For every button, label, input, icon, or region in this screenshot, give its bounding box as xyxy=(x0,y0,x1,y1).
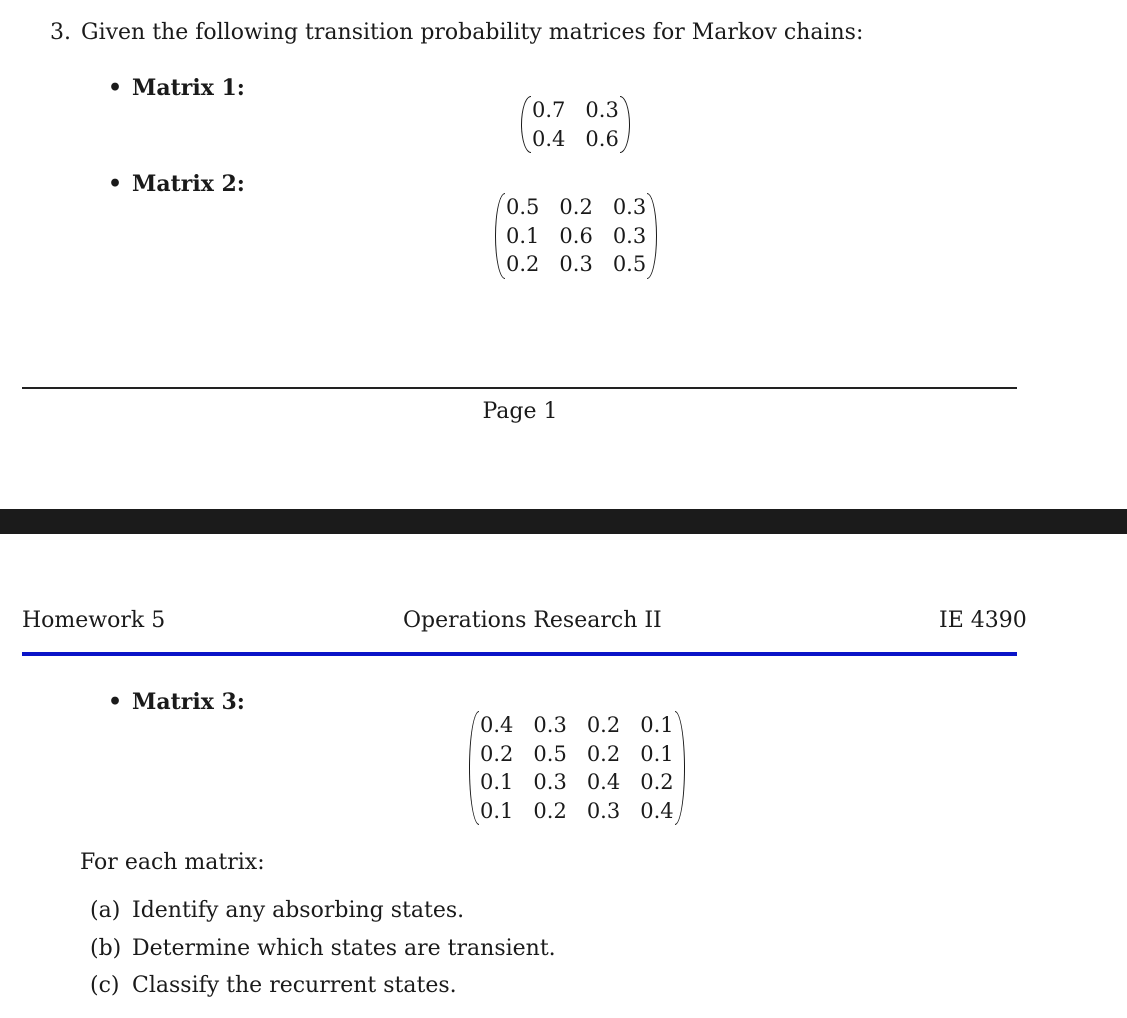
question-3 xyxy=(50,20,863,45)
matrix-grid xyxy=(505,193,647,279)
matrix-cell: 0.3 xyxy=(612,195,647,219)
matrix-grid xyxy=(531,96,620,153)
matrix-1 xyxy=(521,96,630,153)
matrix-cell: 0.3 xyxy=(533,770,567,794)
matrix-cell: 0.2 xyxy=(586,713,621,737)
matrix-cell: 0.7 xyxy=(532,98,566,122)
matrix-cell: 0.6 xyxy=(559,223,593,248)
right-paren xyxy=(647,193,657,279)
matrix-cell: 0.2 xyxy=(640,770,674,794)
page-break xyxy=(0,509,1127,534)
matrix-cell: 0.4 xyxy=(480,713,514,737)
matrix-1-label: Matrix 1: xyxy=(132,75,245,101)
matrix-cell: 0.2 xyxy=(586,741,621,766)
matrix-cell: 0.4 xyxy=(640,798,674,823)
matrix-cell: 0.1 xyxy=(640,713,674,737)
instructions-intro: For each matrix: xyxy=(80,850,265,875)
task-c-label: (c) xyxy=(90,973,120,998)
task-a-text: Identify any absorbing states. xyxy=(132,898,465,923)
matrix-cell: 0.4 xyxy=(586,770,621,794)
matrix-3-label: Matrix 3: xyxy=(132,689,245,715)
task-a-label: (a) xyxy=(90,898,121,923)
matrix-cell: 0.3 xyxy=(612,223,647,248)
matrix-1-item xyxy=(108,75,245,101)
matrix-cell: 0.2 xyxy=(559,195,593,219)
footer-rule xyxy=(22,387,1017,389)
matrix-2 xyxy=(495,193,657,279)
matrix-cell: 0.4 xyxy=(532,126,566,151)
matrix-cell: 0.1 xyxy=(640,741,674,766)
matrix-cell: 0.3 xyxy=(559,252,593,276)
task-c-text: Classify the recurrent states. xyxy=(132,973,457,998)
matrix-cell: 0.2 xyxy=(533,798,567,823)
left-paren xyxy=(469,711,479,825)
matrix-3-item xyxy=(108,689,245,715)
right-paren xyxy=(620,96,630,153)
matrix-cell: 0.1 xyxy=(506,223,540,248)
right-paren xyxy=(675,711,685,825)
task-b-label: (b) xyxy=(90,936,122,961)
question-number: 3. xyxy=(50,20,71,45)
question-text: Given the following transition probability matrices for Markov chains: xyxy=(81,20,864,45)
page-number: Page 1 xyxy=(482,399,558,424)
header-rule xyxy=(22,652,1017,656)
matrix-cell: 0.3 xyxy=(585,98,619,122)
matrix-cell: 0.5 xyxy=(533,741,567,766)
matrix-cell: 0.3 xyxy=(533,713,567,737)
left-paren xyxy=(521,96,531,153)
task-b-text: Determine which states are transient. xyxy=(132,936,556,961)
header-course-homework: Homework 5 xyxy=(22,608,166,633)
bullet-icon: • xyxy=(108,171,123,197)
matrix-cell: 0.3 xyxy=(586,798,621,823)
task-a xyxy=(90,898,464,923)
matrix-2-item xyxy=(108,171,245,197)
task-b xyxy=(90,936,556,961)
matrix-cell: 0.2 xyxy=(480,741,514,766)
matrix-cell: 0.1 xyxy=(480,770,514,794)
matrix-cell: 0.6 xyxy=(585,126,619,151)
matrix-cell: 0.5 xyxy=(506,195,540,219)
matrix-3 xyxy=(469,711,685,825)
matrix-2-label: Matrix 2: xyxy=(132,171,245,197)
matrix-grid xyxy=(479,711,675,825)
bullet-icon: • xyxy=(108,689,123,715)
header-course-code: IE 4390 xyxy=(939,608,1027,633)
matrix-cell: 0.1 xyxy=(480,798,514,823)
matrix-cell: 0.5 xyxy=(612,252,647,276)
left-paren xyxy=(495,193,505,279)
bullet-icon: • xyxy=(108,75,123,101)
matrix-cell: 0.2 xyxy=(506,252,540,276)
task-c xyxy=(90,973,457,998)
header-course-title: Operations Research II xyxy=(403,608,662,633)
